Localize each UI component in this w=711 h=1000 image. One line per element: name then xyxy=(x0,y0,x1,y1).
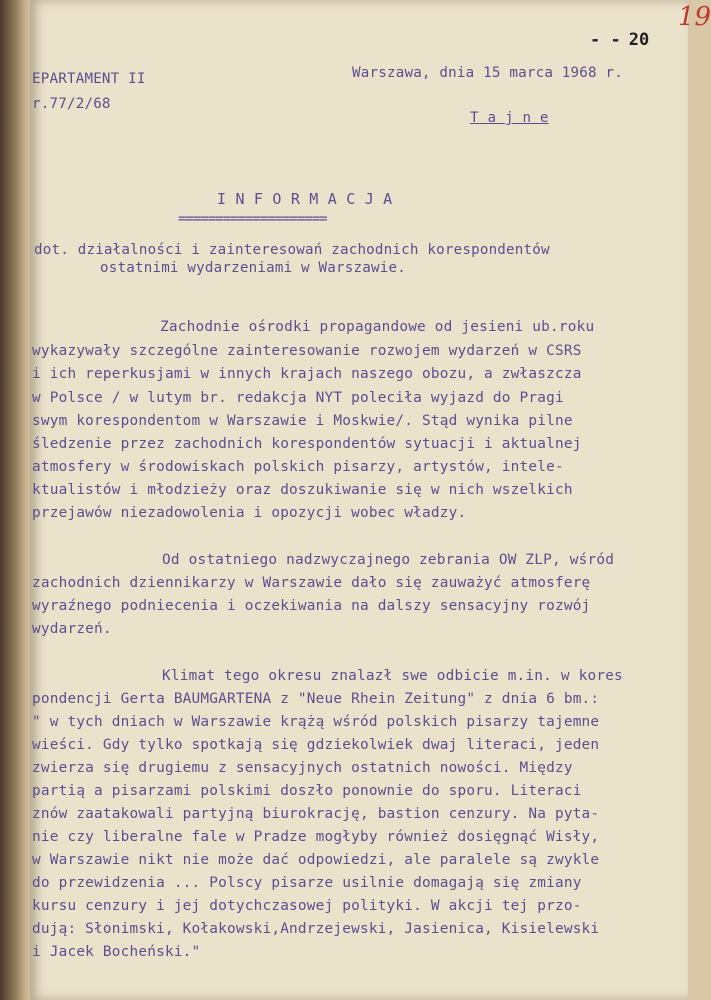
page-number-block xyxy=(590,30,649,50)
place-and-date: Warszawa, dnia 15 marca 1968 r. xyxy=(352,65,623,81)
document-title: I N F O R M A C J A xyxy=(217,190,393,208)
paragraph-3-line: i Jacek Bocheński." xyxy=(32,944,201,960)
classification-stamp: T a j n e xyxy=(470,110,549,126)
subtitle-line-2: ostatnimi wydarzeniami w Warszawie. xyxy=(100,260,406,276)
paragraph-3-line: kursu cenzury i jej dotychczasowej polityki. W akcji tej przo- xyxy=(32,898,582,914)
paragraph-3-line: " w tych dniach w Warszawie krążą wśród polskich pisarzy tajemne xyxy=(32,714,600,730)
paragraph-2-line: wydarzeń. xyxy=(32,621,112,637)
paragraph-3-line: wieści. Gdy tylko spotkają się gdziekolwiek dwaj literaci, jeden xyxy=(32,737,600,753)
paragraph-2-line: Od ostatniego nadzwyczajnego zebrania OW ZLP, wśród xyxy=(162,552,615,568)
department-label: EPARTAMENT II xyxy=(32,71,146,87)
paragraph-3-line: do przewidzenia ... Polscy pisarze usilnie domagają się zmiany xyxy=(32,875,582,891)
paragraph-1-line: atmosfery w środowiskach polskich pisarzy, artystów, intele- xyxy=(32,459,564,475)
paragraph-1-line: swym korespondentom w Warszawie i Moskwie/. Stąd wynika pilne xyxy=(32,413,573,429)
paragraph-3-line: partią a pisarzami polskimi doszło ponownie do sporu. Literaci xyxy=(32,783,582,799)
paragraph-1-line: w Polsce / w lutym br. redakcja NYT poleciła wyjazd do Pragi xyxy=(32,390,564,406)
paragraph-3-line: znów zaatakowali partyjną biurokrację, bastion cenzury. Na pyta- xyxy=(32,806,600,822)
paragraph-1-line: i ich reperkusjami w innych krajach naszego obozu, a zwłaszcza xyxy=(32,366,582,382)
subtitle-line-1: dot. działalności i zainteresowań zachodnich korespondentów xyxy=(34,242,550,258)
paragraph-1-line: ktualistów i młodzieży oraz doszukiwanie się w nich wszelkich xyxy=(32,482,573,498)
binding-spine xyxy=(0,0,32,1000)
paragraph-1-line: przejawów niezadowolenia i opozycji wobec władzy. xyxy=(32,505,467,521)
paragraph-3-line: Klimat tego okresu znalazł swe odbicie m.in. w kores xyxy=(162,668,623,684)
document-page xyxy=(30,0,711,1000)
paragraph-3-line: w Warszawie nikt nie może dać odpowiedzi, ale paralele są zwykle xyxy=(32,852,600,868)
page-number: 20 xyxy=(628,30,650,50)
paragraph-3-line: nie czy liberalne fale w Pradze mogłyby również dosięgnąć Wisły, xyxy=(32,829,600,845)
title-underline: ==================== xyxy=(178,211,327,227)
page-number-prefix: - - xyxy=(590,30,621,50)
paragraph-3-line: zwierza się drugiemu z sensacyjnych ostatnich nowości. Między xyxy=(32,760,573,776)
paragraph-1-line: wykazywały szczególne zainteresowanie rozwojem wydarzeń w CSRS xyxy=(32,343,582,359)
handwritten-page-number: 19 xyxy=(678,2,711,32)
paragraph-2-line: zachodnich dziennikarzy w Warszawie dało się zauważyć atmosferę xyxy=(32,575,591,591)
paragraph-2-line: wyraźnego podniecenia i oczekiwania na dalszy sensacyjny rozwój xyxy=(32,598,591,614)
paragraph-1-line: Zachodnie ośrodki propagandowe od jesieni ub.roku xyxy=(160,319,595,335)
paragraph-1-line: śledzenie przez zachodnich korespondentów sytuacji i aktualnej xyxy=(32,436,582,452)
paragraph-3-line: pondencji Gerta BAUMGARTENA z "Neue Rhein Zeitung" z dnia 6 bm.: xyxy=(32,691,600,707)
paragraph-3-line: dują: Słonimski, Kołakowski,Andrzejewski, Jasienica, Kisielewski xyxy=(32,921,600,937)
reference-number: r.77/2/68 xyxy=(32,96,111,112)
